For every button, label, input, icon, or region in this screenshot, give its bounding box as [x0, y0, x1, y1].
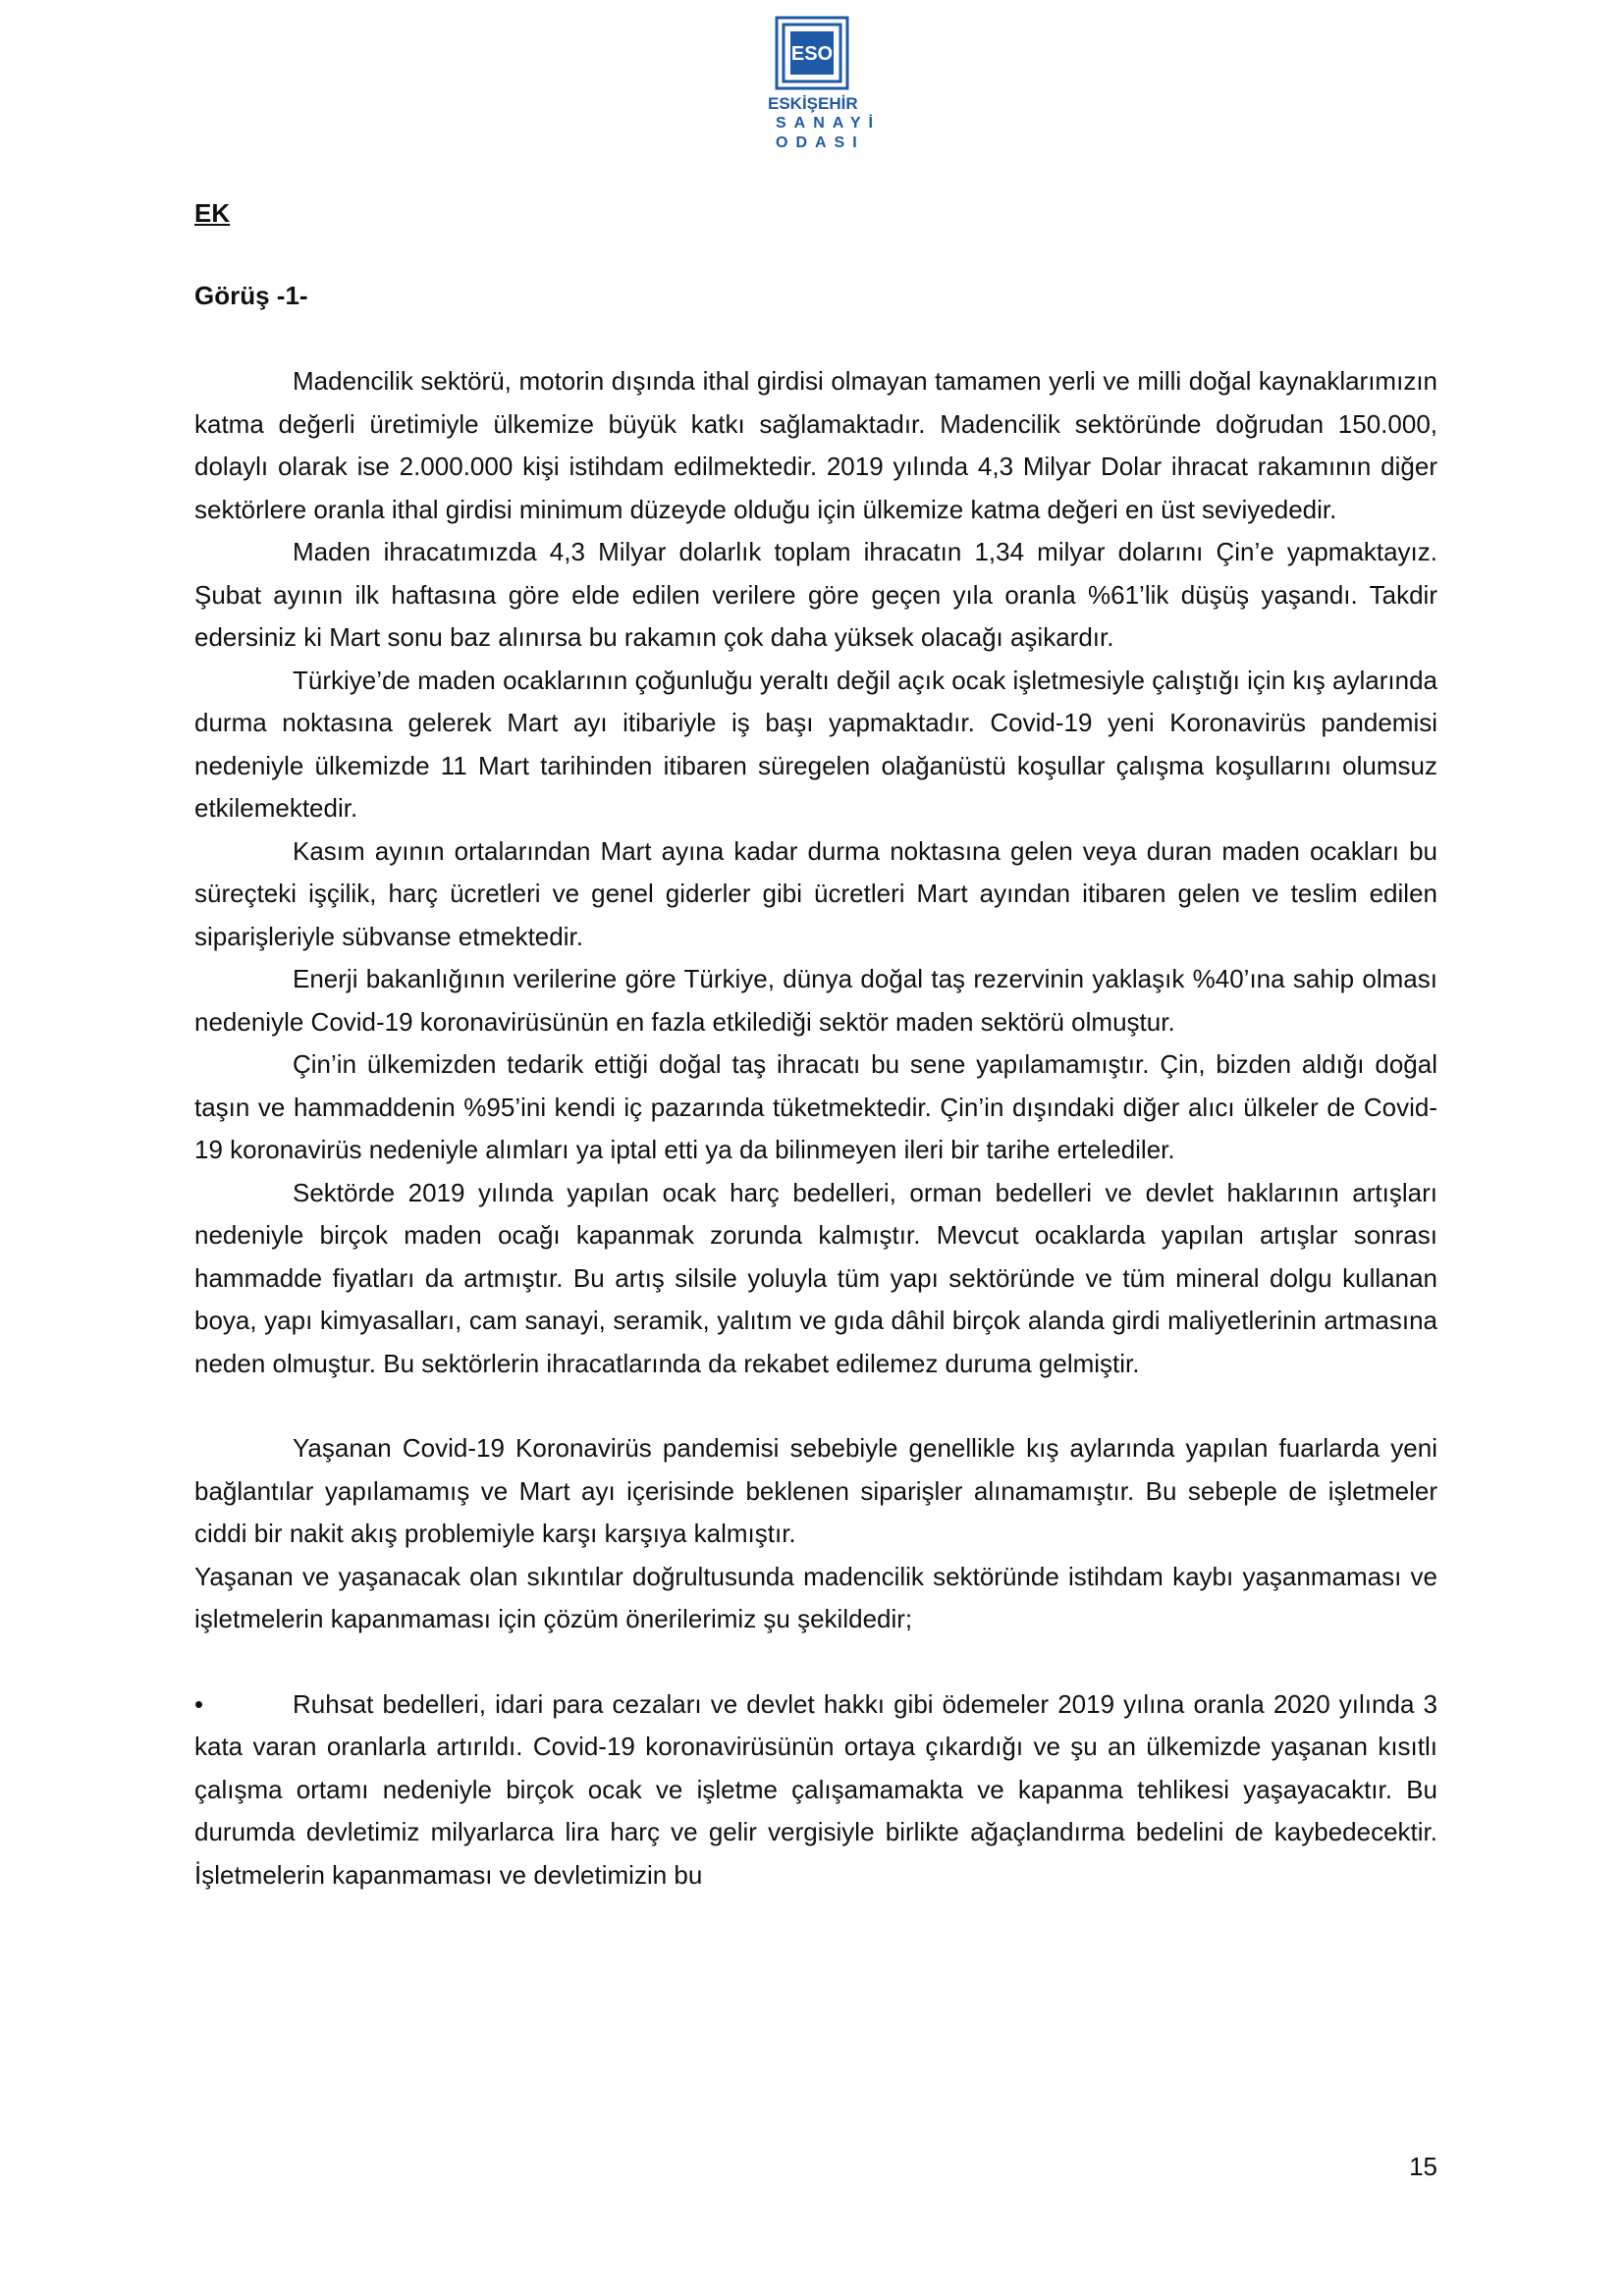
paragraph-3: Türkiye’de maden ocaklarının çoğunluğu yeraltı değil açık ocak işletmesiyle çalıştığı için kış aylarında durma noktasına gelerek Mart ayı itibariyle iş başı yapmaktadır. Covid-19 yeni Koronavirüs pandemisi nedeniyle ülkemizde 11 Mart tarihinden itibaren süregelen olağanüstü koşullar çalışma koşullarını olumsuz etkilemektedir.: [194, 665, 1437, 823]
bullet-item: [194, 1683, 1437, 1897]
heading-gorus: Görüş -1-: [194, 280, 308, 310]
heading-ek: EK: [194, 198, 231, 228]
logo-city: ESKİŞEHİR: [768, 94, 858, 113]
logo-sanayi: SANAYİ: [776, 115, 881, 132]
logo-badge-text: ESO: [790, 43, 834, 65]
paragraph-6: Çin’in ülkemizden tedarik ettiği doğal taş ihracatı bu sene yapılamamıştır. Çin, bizden aldığı doğal taşın ve hammaddenin %95’ini kendi iç pazarında tüketmektedir. Çin’in dışındaki diğer alıcı ülkeler de Covid-19 koronavirüs nedeniyle alımları ya iptal etti ya da bilinmeyen ileri bir tarihe ertelediler.: [194, 1049, 1437, 1164]
bullet-text: Ruhsat bedelleri, idari para cezaları ve devlet hakkı gibi ödemeler 2019 yılına oranla 2020 yılında 3 kata varan oranlarla artırıldı. Covid-19 koronavirüsünün ortaya çıkardığı ve şu an ülkemizde yaşanan kısıtlı çalışma ortamı nedeniyle birçok ocak ve işletme çalışamamakta ve kapanma tehlikesi yaşayacaktır. Bu durumda devletimiz milyarlarca lira harç ve gelir vergisiyle birlikte ağaçlandırma bedelini de kaybedecektir. İşletmelerin kapanmaması ve devletimizin bu: [194, 1688, 1437, 1890]
bullet-marker: •: [194, 1688, 204, 1719]
body-text: [194, 360, 1437, 1896]
paragraph-7: Sektörde 2019 yılında yapılan ocak harç bedelleri, orman bedelleri ve devlet haklarının artışları nedeniyle birçok maden ocağı kapanmak zorunda kalmıştır. Mevcut ocaklarda yapılan artışlar sonrası hammadde fiyatları da artmıştır. Bu artış silsile yoluyla tüm yapı sektöründe ve tüm mineral dolgu kullanan boya, yapı kimyasalları, cam sanayi, seramik, yalıtım ve gıda dâhil birçok alanda girdi maliyetlerinin artmasına neden olmuştur. Bu sektörlerin ihracatlarında da rekabet edilemez duruma gelmiştir.: [194, 1177, 1437, 1378]
paragraph-9: Yaşanan ve yaşanacak olan sıkıntılar doğrultusunda madencilik sektöründe istihdam kaybı yaşanmaması ve işletmelerin kapanmaması için çözüm önerilerimiz şu şekildedir;: [194, 1561, 1437, 1633]
paragraph-1: Madencilik sektörü, motorin dışında ithal girdisi olmayan tamamen yerli ve milli doğal kaynaklarımızın katma değerli üretimiyle ülkemize büyük katkı sağlamaktadır. Madencilik sektöründe doğrudan 150.000, dolaylı olarak ise 2.000.000 kişi istihdam edilmektedir. 2019 yılında 4,3 Milyar Dolar ihracat rakamının diğer sektörlere oranla ithal girdisi minimum düzeyde olduğu için ülkemize katma değeri en üst seviyededir.: [194, 366, 1437, 524]
eso-logo: [768, 16, 881, 153]
paragraph-8: Yaşanan Covid-19 Koronavirüs pandemisi sebebiyle genellikle kış aylarında yapılan fuarlarda yeni bağlantılar yapılamamış ve Mart ayı içerisinde beklenen siparişler alınamamıştır. Bu sebeple de işletmeler ciddi bir nakit akış problemiyle karşı karşıya kalmıştır.: [194, 1433, 1437, 1548]
paragraph-4: Kasım ayının ortalarından Mart ayına kadar durma noktasına gelen veya duran maden ocakları bu süreçteki işçilik, harç ücretleri ve genel giderler gibi ücretleri Mart ayından itibaren gelen ve teslim edilen siparişleriyle sübvanse etmektedir.: [194, 835, 1437, 951]
eso-logo-icon: [775, 16, 849, 90]
paragraph-2: Maden ihracatımızda 4,3 Milyar dolarlık toplam ihracatın 1,34 milyar dolarını Çin’e yapmaktayız. Şubat ayının ilk haftasına göre elde edilen verilere göre geçen yıla oranla %61’lik düşüş yaşandı. Takdir edersiniz ki Mart sonu baz alınırsa bu rakamın çok daha yüksek olacağı aşikardır.: [194, 537, 1437, 652]
page-number: 15: [1409, 2152, 1437, 2181]
paragraph-5: Enerji bakanlığının verilerine göre Türkiye, dünya doğal taş rezervinin yaklaşık %40’ına sahip olması nedeniyle Covid-19 koronavirüsünün en fazla etkilediği sektör maden sektörü olmuştur.: [194, 964, 1437, 1037]
logo-odasi: ODASI: [776, 134, 865, 151]
document-body: [194, 192, 1437, 1896]
